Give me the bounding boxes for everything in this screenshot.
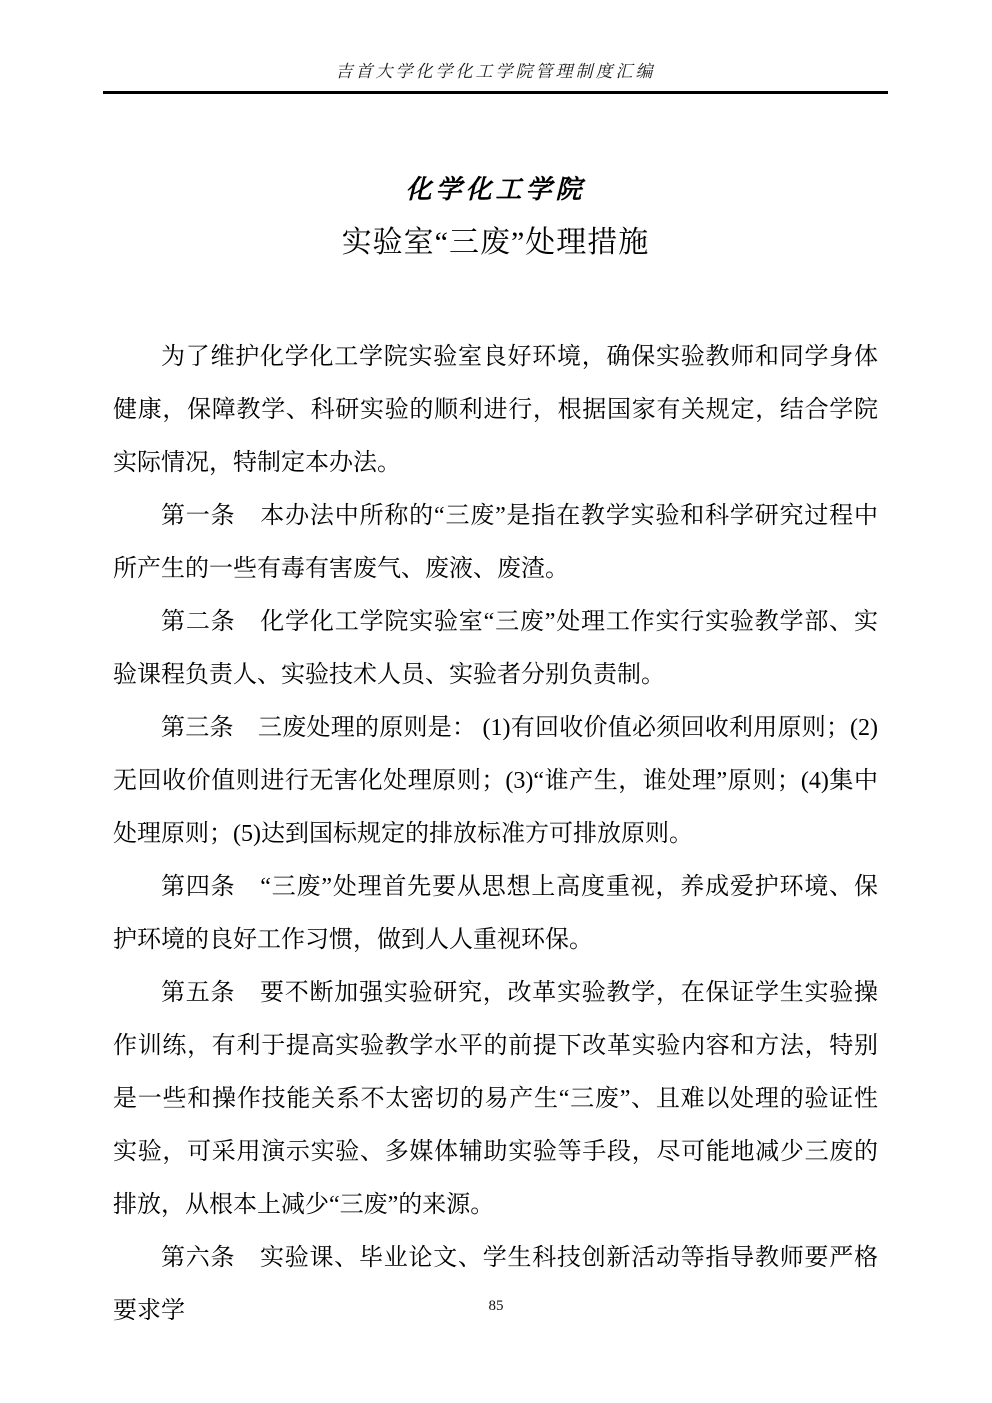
body-paragraph-article-5: 第五条 要不断加强实验研究，改革实验教学，在保证学生实验操作训练，有利于提高实验教学水平的前提下改革实验内容和方法，特别是一些和操作技能关系不太密切的易产生“三废”、且难以处理的验证性实验，可采用演示实验、多媒体辅助实验等手段，尽可能地减少三废的排放，从根本上减少“三废”的来源。: [113, 979, 878, 1218]
page-number: 85: [488, 1298, 504, 1314]
body-paragraph-article-3: 第三条 三废处理的原则是： (1)有回收价值必须回收利用原则；(2)无回收价值则进行无害化处理原则；(3)“谁产生，谁处理”原则；(4)集中处理原则；(5)达到国标规定的排放标准方可排放原则。: [113, 714, 878, 847]
body-paragraph-article-2: 第二条 化学化工学院实验室“三废”处理工作实行实验教学部、实验课程负责人、实验技术人员、实验者分别负责制。: [113, 608, 878, 688]
header-rule: [103, 91, 888, 94]
body-paragraph-article-1: 第一条 本办法中所称的“三废”是指在教学实验和科学研究过程中所产生的一些有毒有害废气、废液、废渣。: [113, 502, 878, 582]
document-title: 实验室“三废”处理措施: [341, 225, 650, 259]
body-paragraph-intro: 为了维护化学化工学院实验室良好环境，确保实验教师和同学身体健康，保障教学、科研实验的顺利进行，根据国家有关规定，结合学院实际情况，特制定本办法。: [113, 343, 878, 476]
institution-title: 化学化工学院: [405, 175, 586, 205]
body-paragraph-article-6: 第六条 实验课、毕业论文、学生科技创新活动等指导教师要严格要求学: [113, 1244, 878, 1324]
running-header: [113, 0, 878, 94]
document-body: [113, 331, 878, 1338]
running-header-text: 吉首大学化学化工学院管理制度汇编: [335, 62, 656, 81]
body-paragraph-article-4: 第四条 “三废”处理首先要从思想上高度重视，养成爱护环境、保护环境的良好工作习惯，做到人人重视环保。: [113, 873, 878, 953]
